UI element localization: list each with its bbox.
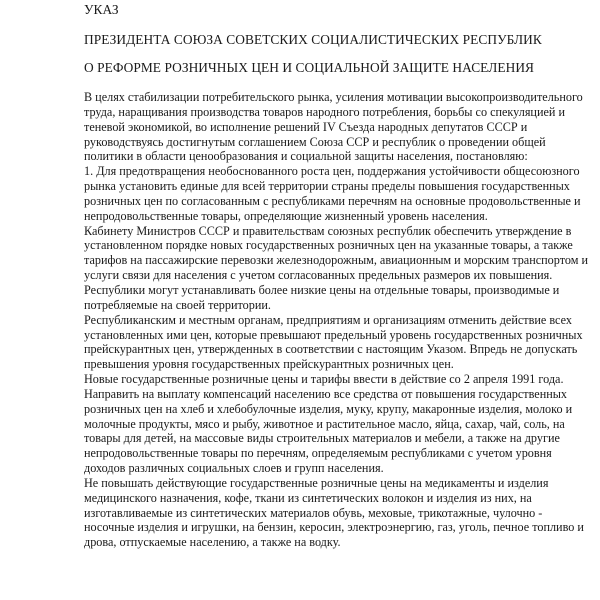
document-issuer-heading: ПРЕЗИДЕНТА СОЮЗА СОВЕТСКИХ СОЦИАЛИСТИЧЕСКИХ РЕСПУБЛИК xyxy=(84,32,542,47)
document-type-heading: УКАЗ xyxy=(84,2,119,17)
body-paragraph: Не повышать действующие государственные розничные цены на медикаменты и изделия медицинского назначения, кофе, ткани из синтетических волокон и изделия из них, на изготавливаемые из синтетических материалов обувь, меховые, трикотажные, чулочно - носочные изделия и игрушки, на бензин, керосин, электроэнергию, газ, уголь, печное топливо и дрова, отпускаемые населению, а также на водку. xyxy=(84,475,584,550)
body-paragraph: 1. Для предотвращения необоснованного роста цен, поддержания устойчивости общесоюзного рынка установить единые для всей территории страны пределы повышения государственных розничных цен по согласованным с республиками перечням на основные продовольственные и непродовольственные товары, определяющие жизненный уровень населения. xyxy=(84,164,581,223)
document-body xyxy=(84,90,592,550)
document-title: О РЕФОРМЕ РОЗНИЧНЫХ ЦЕН И СОЦИАЛЬНОЙ ЗАЩИТЕ НАСЕЛЕНИЯ xyxy=(84,60,535,75)
body-paragraph: Новые государственные розничные цены и тарифы ввести в действие со 2 апреля 1991 года. xyxy=(84,372,564,387)
body-paragraph: Кабинету Министров СССР и правительствам союзных республик обеспечить утверждение в установленном порядке новых государственных розничных цен на указанные товары, а также тарифов на пассажирские перевозки железнодорожным, авиационным и морским транспортом и услуги связи для населения с учетом согласованных предельных размеров их повышения. Республики могут устанавливать более низкие цены на отдельные товары, производимые и потребляемые на своей территории. xyxy=(84,223,589,312)
preamble-paragraph: В целях стабилизации потребительского рынка, усиления мотивации высокопроизводительного труда, наращивания производства товаров народного потребления, борьбы со спекуляцией и теневой экономикой, во исполнение решений IV Съезда народных депутатов СССР и руководствуясь достигнутым соглашением Союза ССР и республик о проведении общей политики в области ценообразования и социальной защиты населения, постановляю: xyxy=(84,90,583,164)
body-paragraph: Республиканским и местным органам, предприятиям и организациям отменить действие всех установленных ими цен, которые превышают предельный уровень государственных розничных прейскурантных цен, утвержденных в соответствии с настоящим Указом. Впредь не допускать превышения уровня государственных прейскурантных розничных цен. xyxy=(84,312,583,372)
body-paragraph: Направить на выплату компенсаций населению все средства от повышения государственных розничных цен на хлеб и хлебобулочные изделия, муку, крупу, макаронные изделия, молоко и молочные продукты, мясо и рыбу, животное и растительное масло, яйца, сахар, чай, соль, на товары для детей, на массовые виды строительных материалов и мебели, а также на другие непродовольственные товары по перечням, определяемым республиками с учетом уровня доходов различных социальных слоев и групп населения. xyxy=(84,386,573,476)
